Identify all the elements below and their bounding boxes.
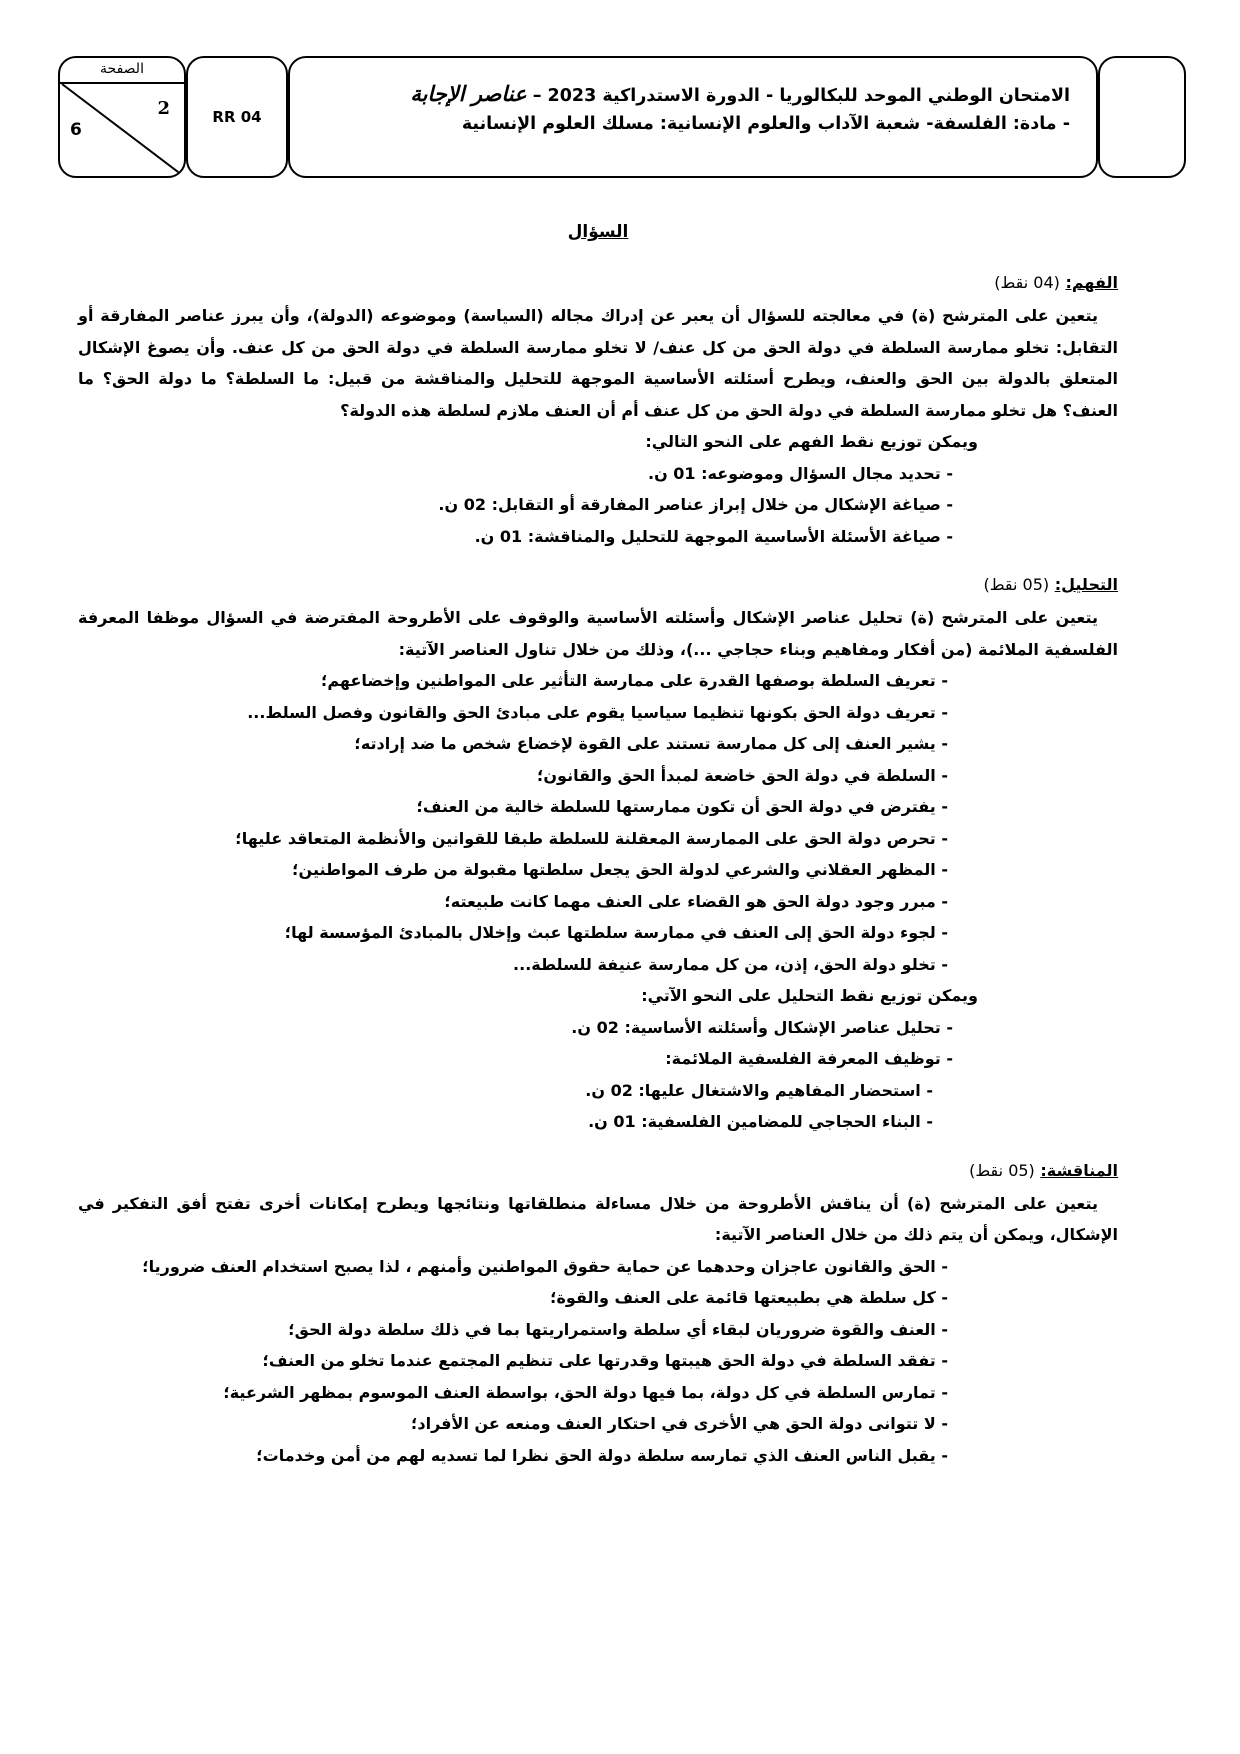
analysis-paragraph: يتعين على المترشح (ة) تحليل عناصر الإشكال وأسئلته الأساسية والوقوف على الأطروحة المفترضة في السؤال موظفا المعرفة الفلسفية الملائمة (من أفكار ومفاهيم وبناء حجاجي ...)، وذلك من خلال تناول العناصر الآتية: (78, 608, 1118, 659)
understanding-label: الفهم: (1065, 273, 1118, 292)
page-total: 6 (70, 120, 82, 140)
analysis-dist-item: - تحليل عناصر الإشكال وأسئلته الأساسية: 02 ن. (571, 1017, 953, 1037)
analysis-heading (78, 572, 1118, 598)
analysis-dist-item: - توظيف المعرفة الفلسفية الملائمة: (665, 1049, 953, 1068)
analysis-label: التحليل: (1054, 575, 1118, 594)
discussion-item: - تمارس السلطة في كل دولة، بما فيها دولة الحق، بواسطة العنف الموسوم بمظهر الشرعية؛ (223, 1382, 948, 1402)
analysis-dist-intro: ويمكن توزيع نقط التحليل على النحو الآتي: (641, 986, 978, 1005)
question-title: السؤال (567, 222, 629, 242)
analysis-item: - لجوء دولة الحق إلى العنف في ممارسة سلطتها عبث وإخلال بالمبادئ المؤسسة لها؛ (284, 923, 948, 942)
page-number: 2 (157, 98, 170, 119)
analysis-item: - يفترض في دولة الحق أن تكون ممارستها للسلطة خالية من العنف؛ (416, 797, 948, 816)
discussion-item: - العنف والقوة ضروريان لبقاء أي سلطة واستمراريتها بما في ذلك سلطة دولة الحق؛ (288, 1319, 948, 1339)
discussion-points: (05 نقط) (969, 1160, 1035, 1180)
header-blank-box (1098, 56, 1186, 178)
analysis-item: - تخلو دولة الحق، إذن، من كل ممارسة عنيفة للسلطة... (513, 954, 948, 974)
understanding-dist-intro: ويمكن توزيع نقط الفهم على النحو التالي: (645, 432, 978, 451)
exam-code: RR 04 (186, 56, 288, 178)
understanding-paragraph: يتعين على المترشح (ة) في معالجته للسؤال أن يعبر عن إدراك مجاله (السياسة) وموضوعه (الدولة)، وأن يبرز عناصر المفارقة أو التقابل: تخلو ممارسة السلطة في دولة الحق من كل عنف/ لا تخلو ممارسة السلطة في دولة الحق من كل عنف. وأن يصوغ الإشكال المتعلق بالدولة بين الحق والعنف، ويطرح أسئلته الأساسية الموجهة للتحليل والمناقشة من قبيل: ما السلطة؟ ما دولة الحق؟ ما العنف؟ هل تخلو ممارسة السلطة في دولة الحق من كل عنف أم أن العنف ملازم لسلطة هذه الدولة؟ (78, 306, 1118, 420)
analysis-sub-item: - استحضار المفاهيم والاشتغال عليها: 02 ن. (585, 1080, 933, 1100)
analysis-item: - يشير العنف إلى كل ممارسة تستند على القوة لإخضاع شخص ما ضد إرادته؛ (354, 734, 948, 753)
discussion-paragraph: يتعين على المترشح (ة) أن يناقش الأطروحة من خلال مساءلة منطلقاتها ونتائجها ويطرح إمكانات أخرى تفتح أفق التفكير في الإشكال، ويمكن أن يتم ذلك من خلال العناصر الآتية: (78, 1193, 1118, 1244)
exam-subject-line: - مادة: الفلسفة- شعبة الآداب والعلوم الإنسانية: مسلك العلوم الإنسانية (461, 114, 1070, 134)
answer-content (78, 222, 1118, 1471)
answer-elements-label: عناصر الإجابة (410, 81, 527, 106)
understanding-item: - صياغة الأسئلة الأساسية الموجهة للتحليل والمناقشة: 01 ن. (474, 526, 953, 546)
discussion-item: - يقبل الناس العنف الذي تمارسه سلطة دولة الحق نظرا لما تسديه لهم من أمن وخدمات؛ (256, 1445, 948, 1465)
analysis-points: (05 نقط) (983, 575, 1050, 594)
page-number-box (58, 56, 186, 178)
page-label: الصفحة (100, 61, 144, 77)
discussion-label: المناقشة: (1040, 1160, 1118, 1180)
understanding-item: - صياغة الإشكال من خلال إبراز عناصر المفارقة أو التقابل: 02 ن. (438, 495, 953, 514)
analysis-item: - تحرص دولة الحق على الممارسة المعقلنة للسلطة طبقا للقوانين والأنظمة المتعاقد عليها؛ (235, 828, 948, 848)
analysis-item: - المظهر العقلاني والشرعي لدولة الحق يجعل سلطتها مقبولة من طرف المواطنين؛ (292, 860, 948, 879)
analysis-item: - مبرر وجود دولة الحق هو القضاء على العنف مهما كانت طبيعته؛ (444, 891, 948, 911)
exam-title-line1 (306, 80, 1070, 110)
discussion-item: - لا تتوانى دولة الحق هي الأخرى في احتكار العنف ومنعه عن الأفراد؛ (411, 1414, 948, 1433)
discussion-item: - كل سلطة هي بطبيعتها قائمة على العنف والقوة؛ (550, 1288, 948, 1307)
understanding-points: (04 نقط) (994, 273, 1060, 292)
discussion-item: - تفقد السلطة في دولة الحق هيبتها وقدرتها على تنظيم المجتمع عندما تخلو من العنف؛ (262, 1351, 948, 1370)
analysis-item: - تعريف السلطة بوصفها القدرة على ممارسة التأثير على المواطنين وإخضاعهم؛ (320, 671, 948, 690)
discussion-item: - الحق والقانون عاجزان وحدهما عن حماية حقوق المواطنين وأمنهم ، لذا يصبح استخدام العنف ضروريا؛ (142, 1256, 948, 1276)
exam-title-box (288, 56, 1098, 178)
analysis-sub-item: - البناء الحجاجي للمضامين الفلسفية: 01 ن. (588, 1112, 933, 1131)
analysis-item: - السلطة في دولة الحق خاضعة لمبدأ الحق والقانون؛ (537, 765, 948, 785)
understanding-item: - تحديد مجال السؤال وموضوعه: 01 ن. (647, 463, 953, 483)
exam-title-text: الامتحان الوطني الموحد للبكالوريا - الدورة الاستدراكية 2023 – (526, 86, 1070, 106)
discussion-heading (78, 1158, 1118, 1184)
analysis-item: - تعريف دولة الحق بكونها تنظيما سياسيا يقوم على مبادئ الحق والقانون وفصل السلط... (247, 702, 948, 722)
understanding-heading (78, 270, 1118, 296)
